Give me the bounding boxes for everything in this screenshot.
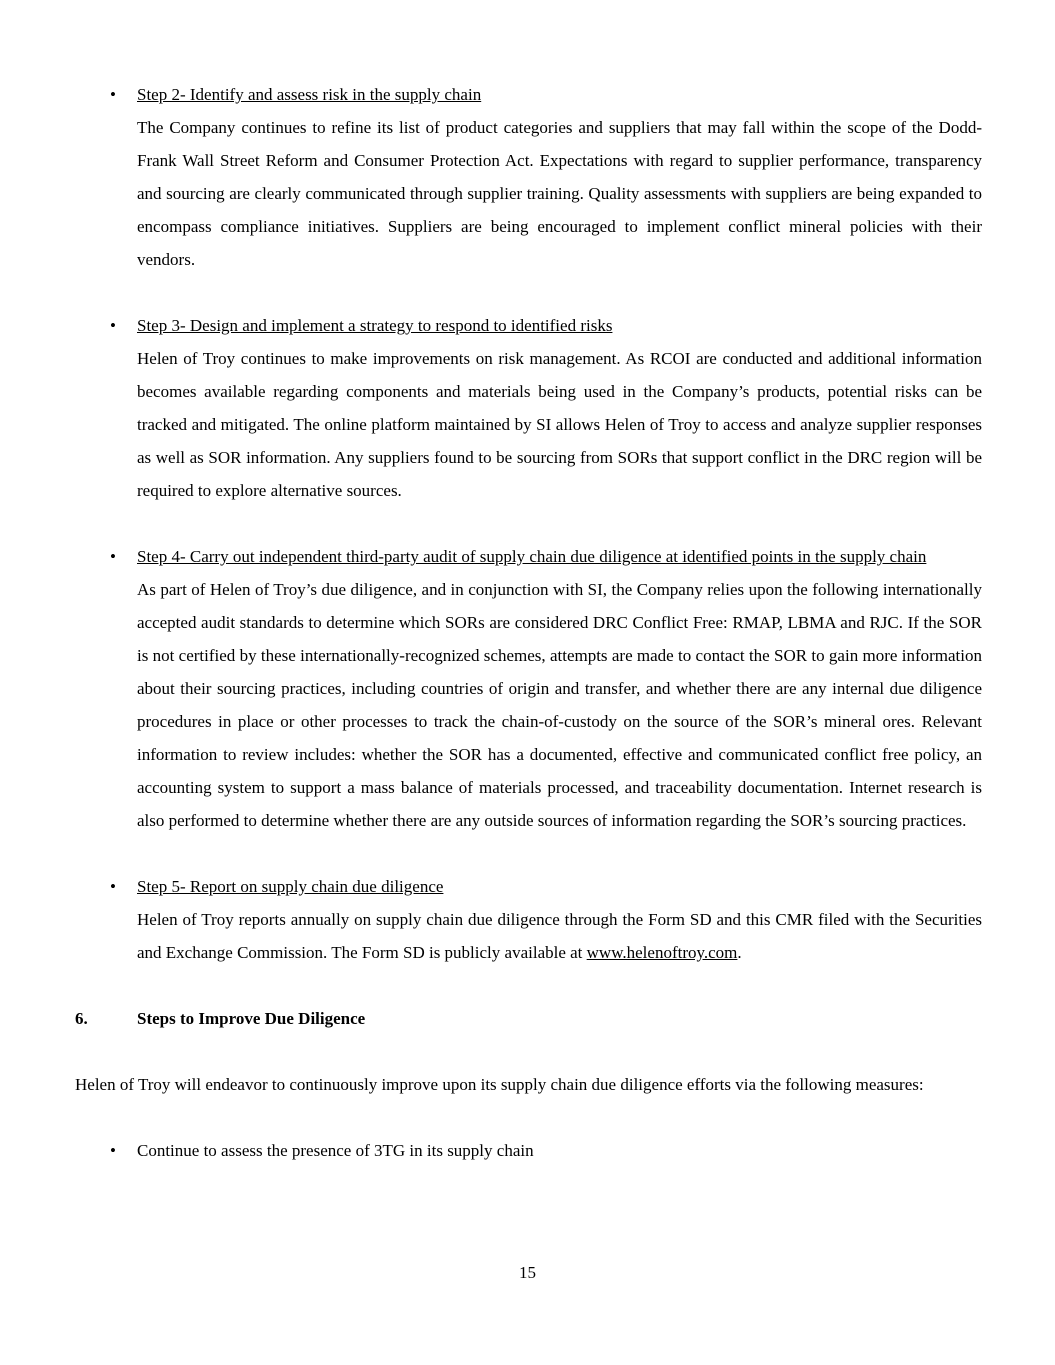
section-number: 6. [75,1009,88,1028]
bullet-icon: • [110,316,116,335]
list-item-step-4 [75,540,982,837]
step-4-heading-text: Step 4- Carry out independent third-party audit of supply chain due diligence at identified points in the supply chain [137,547,927,566]
step-5-body-period: . [737,943,742,962]
step-2-heading-text: Step 2- Identify and assess risk in the supply chain [137,85,482,104]
bullet-icon: • [110,85,116,104]
list-item-final [75,1134,982,1167]
step-2-heading [137,78,982,111]
final-bullet-text: Continue to assess the presence of 3TG in its supply chain [137,1141,534,1160]
step-3-heading [137,309,982,342]
list-item-step-2 [75,78,982,276]
step-2-body: The Company continues to refine its list of product categories and suppliers that may fall within the scope of the Dodd-Frank Wall Street Reform and Consumer Protection Act. Expectations with regard to supplier performance, transparency and sourcing are clearly communicated through supplier training. Quality assessments with suppliers are being expanded to encompass compliance initiatives. Suppliers are being encouraged to implement conflict mineral policies with their vendors. [137,118,982,269]
step-5-heading [137,870,982,903]
step-4-body: As part of Helen of Troy’s due diligence, and in conjunction with SI, the Company relies upon the following internationally accepted audit standards to determine which SORs are considered DRC Conflict Free: RMAP, LBMA and RJC. If the SOR is not certified by these internationally-recognized schemes, attempts are made to contact the SOR to gain more information about their sourcing practices, including countries of origin and transfer, and whether there are any internal due diligence procedures in place or other processes to track the chain-of-custody on the source of the SOR’s mineral ores. Relevant information to review includes: whether the SOR has a documented, effective and communicated conflict free policy, an accounting system to support a mass balance of materials processed, and traceability documentation. Internet research is also performed to determine whether there are any outside sources of information regarding the SOR’s sourcing practices. [137,580,982,830]
list-item-step-3 [75,309,982,507]
page-number: 15 [519,1263,536,1282]
bullet-icon: • [110,877,116,896]
list-item-step-5 [75,870,982,969]
website-link[interactable]: www.helenoftroy.com [586,943,738,962]
bullet-icon: • [110,547,116,566]
step-5-body [137,903,982,969]
step-5-heading-text: Step 5- Report on supply chain due diligence [137,877,444,896]
step-5-body-text: Helen of Troy reports annually on supply chain due diligence through the Form SD and this CMR filed with the Securities and Exchange Commission. The Form SD is publicly available at [137,910,982,962]
section-heading [75,1002,982,1035]
section-title: Steps to Improve Due Diligence [137,1009,366,1028]
bullet-icon: • [110,1141,116,1160]
step-4-heading [137,540,982,573]
closing-paragraph: Helen of Troy will endeavor to continuously improve upon its supply chain due diligence efforts via the following measures: [75,1075,924,1094]
step-3-heading-text: Step 3- Design and implement a strategy to respond to identified risks [137,316,613,335]
step-3-body: Helen of Troy continues to make improvements on risk management. As RCOI are conducted and additional information becomes available regarding components and materials being used in the Company’s products, potential risks can be tracked and mitigated. The online platform maintained by SI allows Helen of Troy to access and analyze supplier responses as well as SOR information. Any suppliers found to be sourcing from SORs that support conflict in the DRC region will be required to explore alternative sources. [137,349,982,500]
